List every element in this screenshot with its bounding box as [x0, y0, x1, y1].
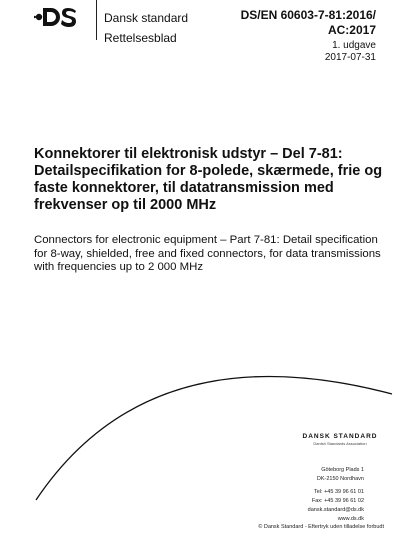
- address-line1: Göteborg Plads 1: [321, 467, 364, 473]
- standard-number-line2: AC:2017: [327, 23, 376, 37]
- fax: Fax: +45 39 96 61 02: [311, 498, 364, 504]
- copyright-notice: © Dansk Standard - Eftertryk uden tilladelse forbudt: [258, 524, 384, 530]
- ds-footer-logo: [300, 433, 380, 447]
- doc-type: Rettelsesblad: [104, 31, 177, 45]
- edition: 1. udgave: [332, 40, 376, 51]
- address-line2: DK-2150 Nordhavn: [316, 476, 364, 482]
- website-link[interactable]: www.ds.dk: [337, 516, 364, 522]
- standard-number-line1: DS/EN 60603-7-81:2016/: [240, 8, 376, 22]
- email-link[interactable]: dansk.standard@ds.dk: [307, 507, 364, 513]
- title-english: Connectors for electronic equipment – Part 7-81: Detail specification for 8-way, shielded, free and fixed connectors, for data transmissions with frequencies up to 2 000 MHz: [34, 234, 381, 273]
- phone: Tel: +45 39 96 61 01: [314, 489, 364, 495]
- org-label: Dansk standard: [104, 11, 189, 25]
- address-block: [308, 466, 364, 524]
- org-name: DANSK STANDARD: [302, 433, 378, 440]
- title-danish: Konnektorer til elektronisk udstyr – Del 7-81: Detailspecifikation for 8-polede, skærmede, frie og faste konnektorer, til datatransmission med frekvenser op til 2000 MHz: [34, 146, 383, 213]
- publication-date: 2017-07-31: [324, 52, 376, 63]
- org-subtitle: Danish Standards Association: [313, 441, 367, 446]
